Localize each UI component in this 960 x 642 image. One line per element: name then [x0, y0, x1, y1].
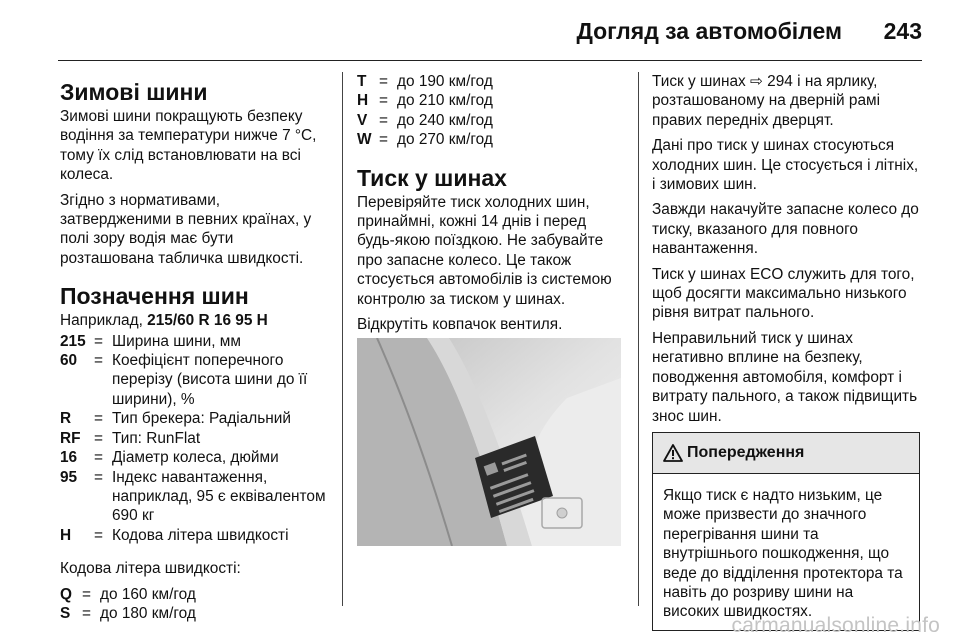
column-divider-2 [638, 72, 639, 606]
equals-sign: = [94, 526, 103, 544]
tire-designation-heading: Позначення шин [60, 283, 249, 310]
definition-key: H [60, 526, 72, 544]
equals-sign: = [82, 585, 91, 603]
definition-value: Діаметр колеса, дюйми [112, 449, 279, 467]
equals-sign: = [94, 352, 103, 370]
definition-row [60, 429, 328, 448]
speed-row [357, 130, 625, 149]
winter-tires-paragraph-1: Зимові шини покращують безпеку водіння за температури нижче 7 °C, тому їх слід встановлювати на всі колеса. [60, 108, 317, 184]
warning-triangle-icon [663, 444, 683, 462]
incorrect-pressure-paragraph: Неправильний тиск у шинах негативно вплине на безпеку, поводження автомобіля, комфорт і витрату пального, а також підвищить знос шин. [652, 329, 918, 425]
speed-key: V [357, 111, 368, 129]
definition-key: RF [60, 429, 81, 447]
speed-value: до 270 км/год [397, 131, 493, 149]
speed-value: до 240 км/год [397, 111, 493, 129]
definition-row [60, 468, 328, 526]
speed-value: до 210 км/год [397, 92, 493, 110]
speed-key: Q [60, 585, 72, 603]
equals-sign: = [379, 92, 388, 110]
winter-tires-paragraph-2: Згідно з нормативами, затвердженими в певних країнах, у полі зору водія має бути розташована табличка швидкості. [60, 191, 312, 267]
tire-example [60, 311, 328, 330]
column-1 [60, 72, 328, 623]
speed-codes-list-1 [60, 585, 328, 624]
definition-key: 16 [60, 449, 78, 467]
warning-header [653, 433, 919, 474]
tire-pressure-heading: Тиск у шинах [357, 164, 507, 191]
speed-key: H [357, 92, 369, 110]
definition-value: Індекс навантаження, наприклад, 95 є еквівалентом 690 кг [112, 468, 326, 525]
speed-row [60, 604, 328, 623]
tire-pressure-paragraph-1: Перевіряйте тиск холодних шин, принаймні, кожні 14 днів і перед будь-якою поїздкою. Не забувайте про запасне колесо. Це також стосується автомобілів із системою контролю за тиском у шинах. [357, 193, 612, 308]
equals-sign: = [94, 429, 103, 447]
equals-sign: = [94, 332, 103, 350]
speed-code-heading: Кодова літера швидкості: [60, 560, 241, 578]
speed-key: W [357, 131, 372, 149]
speed-row [357, 111, 625, 130]
speed-value: до 160 км/год [100, 585, 196, 603]
speed-codes-list-2 [357, 72, 625, 150]
speed-key: T [357, 73, 367, 90]
definition-value: Коефіцієнт поперечного перерізу (висота шини до її ширини), % [112, 352, 308, 408]
warning-box [652, 432, 920, 631]
definition-key: R [60, 410, 72, 428]
tire-pressure-label-photo [357, 338, 621, 546]
equals-sign: = [379, 73, 388, 90]
equals-sign: = [379, 131, 388, 149]
speed-row [357, 91, 625, 110]
speed-row [60, 585, 328, 604]
definition-value: Кодова літера швидкості [112, 526, 289, 544]
column-divider-1 [342, 72, 343, 606]
pressure-reference-rest: 294 і на ярлику, розташованому на дверній рамі правих передніх дверцят. [652, 73, 881, 129]
tire-example-label: Наприклад, [60, 312, 148, 330]
definition-row [60, 526, 328, 545]
warning-text: Якщо тиск є надто низьким, це може призвести до значного перегрівання шини та внутрішнього пошкодження, що веде до відділення протектора та навіть до розриву шини на високих швидкостях. [663, 486, 903, 621]
header-title: Догляд за автомобілем [576, 18, 842, 44]
page-number: 243 [883, 18, 922, 44]
eco-pressure-paragraph: Тиск у шинах ECO служить для того, щоб досягти максимально низького рівня витрат пального. [652, 265, 915, 322]
speed-row [357, 72, 625, 91]
watermark: carmanualsonline.info [731, 614, 940, 637]
equals-sign: = [94, 468, 103, 486]
cold-tires-paragraph: Дані про тиск у шинах стосуються холодних шин. Це стосується і літніх, і зимових шин. [652, 137, 919, 194]
definition-row [60, 351, 328, 409]
speed-value: до 190 км/год [397, 73, 493, 90]
page-reference-arrow-icon: ⇨ [749, 73, 763, 90]
speed-value: до 180 км/год [100, 604, 196, 622]
equals-sign: = [94, 449, 103, 467]
equals-sign: = [94, 410, 103, 428]
column-3 [652, 72, 922, 631]
speed-key: S [60, 604, 71, 622]
spare-wheel-paragraph: Завжди накачуйте запасне колесо до тиску, вказаного для повного навантаження. [652, 201, 919, 258]
column-2 [357, 72, 625, 546]
header-rule [58, 60, 922, 61]
definition-key: 60 [60, 352, 78, 370]
definition-value: Тип брекера: Радіальний [112, 410, 291, 428]
definition-key: 95 [60, 468, 78, 486]
pressure-reference-text: Тиск у шинах [652, 73, 750, 90]
tire-definitions-list [60, 332, 328, 545]
definition-row [60, 448, 328, 467]
equals-sign: = [379, 111, 388, 129]
definition-row [60, 409, 328, 428]
definition-value: Тип: RunFlat [112, 429, 201, 447]
tire-example-code: 215/60 R 16 95 H [147, 312, 268, 330]
page-header [0, 0, 960, 60]
equals-sign: = [82, 604, 91, 622]
tire-pressure-paragraph-2: Відкрутіть ковпачок вентиля. [357, 316, 563, 334]
definition-value: Ширина шини, мм [112, 332, 241, 350]
definition-row [60, 332, 328, 351]
definition-key: 215 [60, 332, 86, 350]
winter-tires-heading: Зимові шини [60, 79, 208, 105]
warning-title: Попередження [687, 444, 805, 462]
pressure-reference-paragraph [652, 72, 922, 130]
